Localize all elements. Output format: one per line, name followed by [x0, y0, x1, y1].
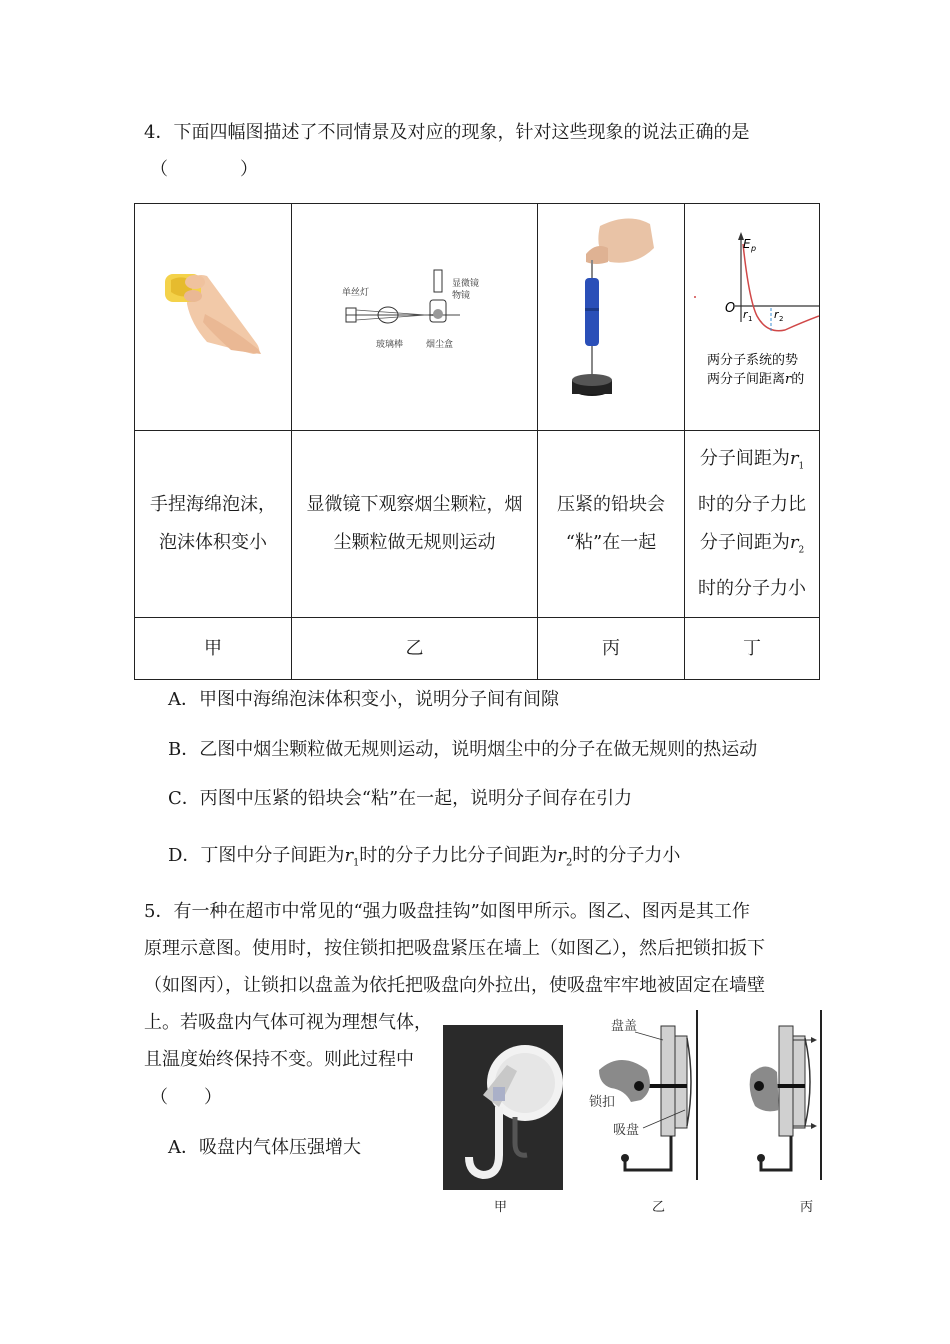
- q4-option-a[interactable]: A．甲图中海绵泡沫体积变小，说明分子间有间隙: [168, 689, 559, 710]
- q5-stem-line2: 原理示意图。使用时，按住锁扣把吸盘紧压在墙上（如图乙），然后把锁扣扳下: [144, 938, 765, 959]
- suction-hook-photo: [443, 1025, 563, 1190]
- desc-bing: 压紧的铅块会 “粘”在一起: [538, 431, 685, 618]
- q4-option-c[interactable]: C．丙图中压紧的铅块会“粘”在一起，说明分子间存在引力: [168, 788, 633, 809]
- figure-bing-cell: [538, 204, 685, 431]
- fig2-lamp-label: 单丝灯: [342, 288, 370, 298]
- caption-bing: 丙: [800, 1200, 814, 1215]
- q4-stem: 4．下面四幅图描述了不同情景及对应的现象，针对这些现象的说法正确的是: [144, 122, 750, 143]
- q4-figure-table: [134, 203, 820, 680]
- desc-yi: 显微镜下观察烟尘颗粒，烟 尘颗粒做无规则运动: [292, 431, 538, 618]
- label-ding: 丁: [685, 618, 820, 680]
- q5-stem-line3: （如图丙），让锁扣以盘盖为依托把吸盘向外拉出，使吸盘牢牢地被固定在墙壁: [144, 975, 765, 996]
- suction-hook-diagram-bing: [745, 1010, 825, 1180]
- caption-jia: 甲: [494, 1200, 508, 1215]
- graph-r1-label: r: [743, 308, 748, 321]
- spring-scale-lead-blocks-image: [538, 204, 684, 430]
- lock-label: 锁扣: [589, 1095, 616, 1110]
- q5-stem-line4: 上。若吸盘内气体可视为理想气体，: [144, 1012, 432, 1033]
- graph-ep-axis-sub: p: [751, 244, 757, 253]
- figure-yi-cell: [292, 204, 538, 431]
- label-jia: 甲: [135, 618, 292, 680]
- fig2-microscope-label: 显微镜: [452, 279, 480, 289]
- caption-yi: 乙: [652, 1200, 666, 1215]
- q4-option-b[interactable]: B．乙图中烟尘颗粒做无规则运动，说明烟尘中的分子在做无规则的热运动: [168, 739, 758, 760]
- desc-ding: 分子间距为$r_1$ 时的分子力比 分子间距为$r_2$ 时的分子力小: [685, 431, 820, 618]
- microscope-smoke-apparatus-image: [292, 204, 537, 430]
- graph-r2-sub: 2: [779, 315, 784, 323]
- q5-option-a[interactable]: A．吸盘内气体压强增大: [168, 1137, 361, 1158]
- q4-option-d[interactable]: D．丁图中分子间距为$r_1$时的分子力比分子间距为$r_2$时的分子力小: [168, 845, 681, 869]
- q5-answer-paren: （ ）: [150, 1087, 222, 1108]
- graph-origin-label: O: [725, 301, 736, 316]
- suction-hook-diagram-yi: [585, 1010, 715, 1180]
- fig2-rod-label: 玻璃棒: [376, 340, 404, 350]
- cup-label: 吸盘: [613, 1123, 640, 1138]
- desc-jia: 手捏海绵泡沫， 泡沫体积变小: [135, 431, 292, 618]
- fig2-objective-label: 物镜: [452, 291, 471, 301]
- graph-r1-sub: 1: [748, 315, 753, 323]
- hand-squeezing-sponge-image: [135, 204, 291, 430]
- q5-stem-line1: 5．有一种在超市中常见的“强力吸盘挂钩”如图甲所示。图乙、图丙是其工作: [144, 901, 750, 922]
- potential-energy-graph: [685, 204, 819, 430]
- graph-caption-line1: 两分子系统的势: [707, 353, 799, 368]
- graph-caption-line2: 两分子间距离r的: [707, 372, 805, 387]
- graph-ep-axis-label: E: [743, 237, 751, 251]
- figure-ding-cell: [685, 204, 820, 431]
- q5-stem-line5: 且温度始终保持不变。则此过程中: [144, 1049, 414, 1070]
- q4-answer-paren: （ ）: [150, 159, 258, 180]
- fig2-box-label: 烟尘盒: [426, 340, 454, 350]
- label-bing: 丙: [538, 618, 685, 680]
- figure-jia-cell: [135, 204, 292, 431]
- graph-r2-label: r: [774, 308, 779, 321]
- cover-label: 盘盖: [611, 1019, 638, 1034]
- label-yi: 乙: [292, 618, 538, 680]
